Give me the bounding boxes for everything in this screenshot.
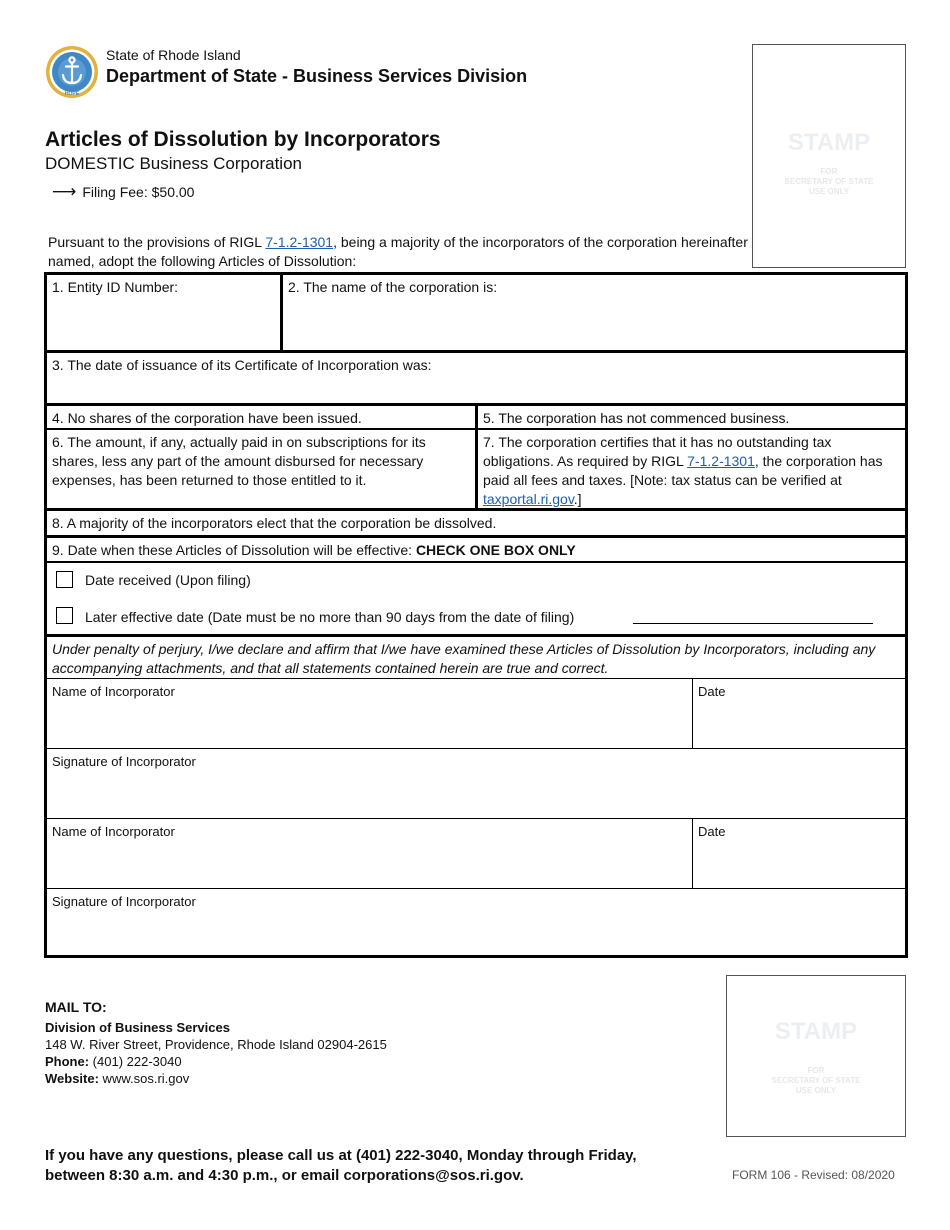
mail-org: Division of Business Services (45, 1020, 230, 1035)
mail-address: 148 W. River Street, Providence, Rhode Island 02904-2615 (45, 1037, 387, 1052)
mail-phone: Phone: (401) 222-3040 (45, 1054, 182, 1069)
field-subscriptions-returned: 6. The amount, if any, actually paid in on subscriptions for its shares, less any part of the amount disbursed for necessary expenses, has been returned to those entitled to it. (52, 434, 426, 488)
form-subtitle: DOMESTIC Business Corporation (45, 154, 302, 173)
later-date-input-line[interactable] (633, 623, 873, 624)
stamp-word: STAMP (787, 129, 871, 156)
taxportal-link[interactable]: taxportal.ri.gov (483, 491, 574, 507)
form-number: FORM 106 - Revised: 08/2020 (732, 1168, 895, 1182)
field-not-commenced: 5. The corporation has not commenced business. (483, 410, 790, 426)
field-incorporation-date[interactable]: 3. The date of issuance of its Certificate of Incorporation was: (52, 357, 432, 373)
contact-questions: If you have any questions, please call us at (401) 222-3040, Monday through Friday, between 8:30 a.m. and 4:30 p.m., or email corporations@sos.ri.gov. (45, 1147, 637, 1184)
name-of-incorporator-field-1[interactable]: Name of Incorporator (52, 684, 175, 699)
option-later-date-label: Later effective date (Date must be no more than 90 days from the date of filing) (85, 609, 575, 625)
stamp-word: STAMP (774, 1018, 858, 1045)
stamp-box-top (752, 44, 906, 268)
mail-website: Website: www.sos.ri.gov (45, 1071, 190, 1086)
mail-to-heading: MAIL TO: (45, 999, 107, 1015)
perjury-attestation: Under penalty of perjury, I/we declare and affirm that I/we have examined these Articles of Dissolution by Incorporators, including any accompanying attachments, and that all statements contained herein are true and correct. (52, 641, 876, 676)
field-entity-id[interactable]: 1. Entity ID Number: (52, 279, 179, 295)
field-effective-date-heading: 9. Date when these Articles of Dissolution will be effective: CHECK ONE BOX ONLY (52, 542, 576, 558)
arrow-right-icon: ⟶ (52, 182, 77, 201)
rigl-link[interactable]: 7-1.2-1301 (265, 234, 334, 250)
stamp-note: FOR SECRETARY OF STATE USE ONLY (771, 1066, 861, 1095)
stamp-box-bottom (726, 975, 906, 1137)
preamble-text: Pursuant to the provisions of RIGL 7-1.2-1301, being a majority of the incorporators of the corporation hereinafter named, adopt the following Articles of Dissolution: (48, 234, 748, 269)
form-title: Articles of Dissolution by Incorporators (45, 128, 441, 151)
option-upon-filing-checkbox[interactable] (56, 571, 73, 588)
signature-of-incorporator-field-2[interactable]: Signature of Incorporator (52, 894, 196, 909)
mail-to-block (45, 999, 387, 1087)
filing-fee-label: Filing Fee: $50.00 (82, 183, 195, 200)
name-of-incorporator-field-2[interactable]: Name of Incorporator (52, 824, 175, 839)
date-field-1[interactable]: Date (698, 684, 726, 699)
field-corporation-name[interactable]: 2. The name of the corporation is: (288, 279, 498, 295)
option-later-date-checkbox[interactable] (56, 607, 73, 624)
department-name: Department of State - Business Services Division (106, 66, 528, 86)
option-upon-filing-label: Date received (Upon filing) (85, 572, 251, 588)
filing-fee (52, 183, 194, 200)
rigl-link-2[interactable]: 7-1.2-1301 (687, 453, 755, 469)
svg-text:HOPE: HOPE (64, 91, 80, 97)
date-field-2[interactable]: Date (698, 824, 726, 839)
form-table (44, 272, 908, 958)
field-no-shares: 4. No shares of the corporation have been issued. (52, 410, 362, 426)
field-tax-certification: 7. The corporation certifies that it has no outstanding tax obligations. As required by RIGL 7-1.2-1301, the corporation has paid all fees and taxes. [Note: tax status can be verified at taxportal.ri.gov.] (483, 434, 883, 507)
field-majority-dissolve: 8. A majority of the incorporators elect that the corporation be dissolved. (52, 515, 497, 531)
state-name: State of Rhode Island (106, 47, 241, 63)
signature-of-incorporator-field-1[interactable]: Signature of Incorporator (52, 754, 196, 769)
state-seal-logo (45, 45, 99, 99)
stamp-note: FOR SECRETARY OF STATE USE ONLY (784, 167, 874, 196)
